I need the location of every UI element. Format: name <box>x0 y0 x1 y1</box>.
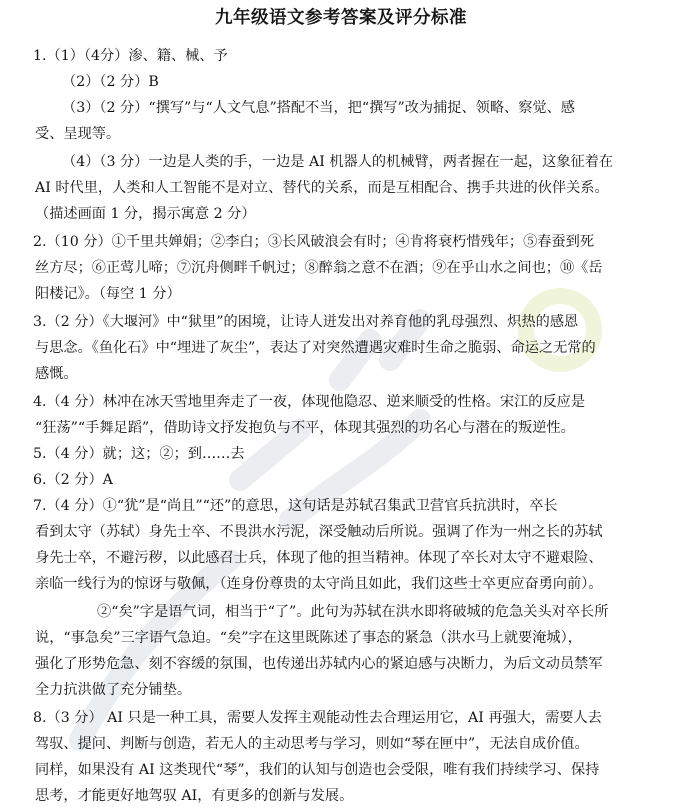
text-line: 感慨。 <box>35 366 78 382</box>
text-line: 同样，如果没有 AI 这类现代“琴”，我们的认知与创造也会受限，唯有我们持续学习、保持 <box>35 762 600 778</box>
text-line: 与思念。《鱼化石》中“埋进了灰尘”，表达了对突然遭遇灾难时生命之脆弱、命运之无常的 <box>35 340 596 356</box>
text-line: 8.（3 分） AI 只是一种工具，需要人发挥主观能动性去合理运用它，AI 再强大，需要人去 <box>33 710 602 726</box>
text-line: 思考，才能更好地驾驭 AI，有更多的创新与发展。 <box>35 788 354 804</box>
text-line: “狂荡”“手舞足蹈”，借助诗文抒发抱负与不平，体现其强烈的功名心与潜在的叛逆性。 <box>35 420 575 436</box>
text-line: 7.（4 分）①“犹”是“尚且”“还”的意思，这句话是苏轼召集武卫营官兵抗洪时，卒长 <box>33 498 558 514</box>
text-line: ②“矣”字是语气词，相当于“了”。此句为苏轼在洪水即将破城的危急关头对卒长所 <box>97 604 609 620</box>
text-line: （2）（2 分）B <box>62 74 159 90</box>
text-line: 5.（4 分）就；这；②；到……去 <box>33 446 245 462</box>
text-line: 6.（2 分）A <box>33 472 113 488</box>
text-line: 驾驭、提问、判断与创造，若无人的主动思考与学习，则如“琴在匣中”，无法自成价值。 <box>35 736 589 752</box>
text-line: （4）（3 分）一边是人类的手，一边是 AI 机器人的机械臂，两者握在一起，这象征着在 <box>62 154 614 170</box>
text-line: 2.（10 分）①千里共婵娟；②李白；③长风破浪会有时；④肯将衰朽惜残年；⑤春蚕到死 <box>33 234 595 250</box>
text-line: 丝方尽；⑥正莺儿啼；⑦沉舟侧畔千帆过；⑧醉翁之意不在酒；⑨在乎山水之间也；⑩《岳 <box>35 260 603 276</box>
text-line: 1.（1）（4分）渗、籍、械、予 <box>33 48 228 64</box>
text-line: （描述画面 1 分，揭示寓意 2 分） <box>35 206 256 222</box>
text-line: AI 时代里，人类和人工智能不是对立、替代的关系，而是互相配合、携手共进的伙伴关系。 <box>35 180 609 196</box>
text-line: 阳楼记》。（每空 1 分） <box>35 286 181 302</box>
text-line: 全力抗洪做了充分铺垫。 <box>35 682 192 698</box>
text-line: 受、呈现等。 <box>35 126 121 142</box>
text-line: 亲临一线行为的惊讶与敬佩，（连身份尊贵的太守尚且如此，我们这些士卒更应奋勇向前）。 <box>35 576 603 592</box>
text-line: 3.（2 分）《大堰河》中“狱里”的困境，让诗人迸发出对养育他的乳母强烈、炽热的感恩 <box>33 314 579 330</box>
text-line: 4.（4 分）林冲在冰天雪地里奔走了一夜，体现他隐忍、逆来顺受的性格。宋江的反应是 <box>33 394 586 410</box>
text-line: （3）（2 分）“撰写”与“人文气息”搭配不当，把“撰写”改为捕捉、领略、察觉、感 <box>62 100 575 116</box>
text-line: 看到太守（苏轼）身先士卒、不畏洪水污泥，深受触动后所说。强调了作为一州之长的苏轼 <box>35 524 603 540</box>
text-line: 说，“事急矣”三字语气急迫。“矣”字在这里既陈述了事态的紧急（洪水马上就要淹城）， <box>35 630 582 646</box>
text-line: 身先士卒，不避污秽，以此感召士兵，体现了他的担当精神。体现了卒长对太守不避艰险、 <box>35 550 603 566</box>
page-title: 九年级语文参考答案及评分标准 <box>215 8 467 28</box>
text-line: 强化了形势危急、刻不容缓的氛围，也传递出苏轼内心的紧迫感与决断力，为后文动员禁军 <box>35 656 603 672</box>
